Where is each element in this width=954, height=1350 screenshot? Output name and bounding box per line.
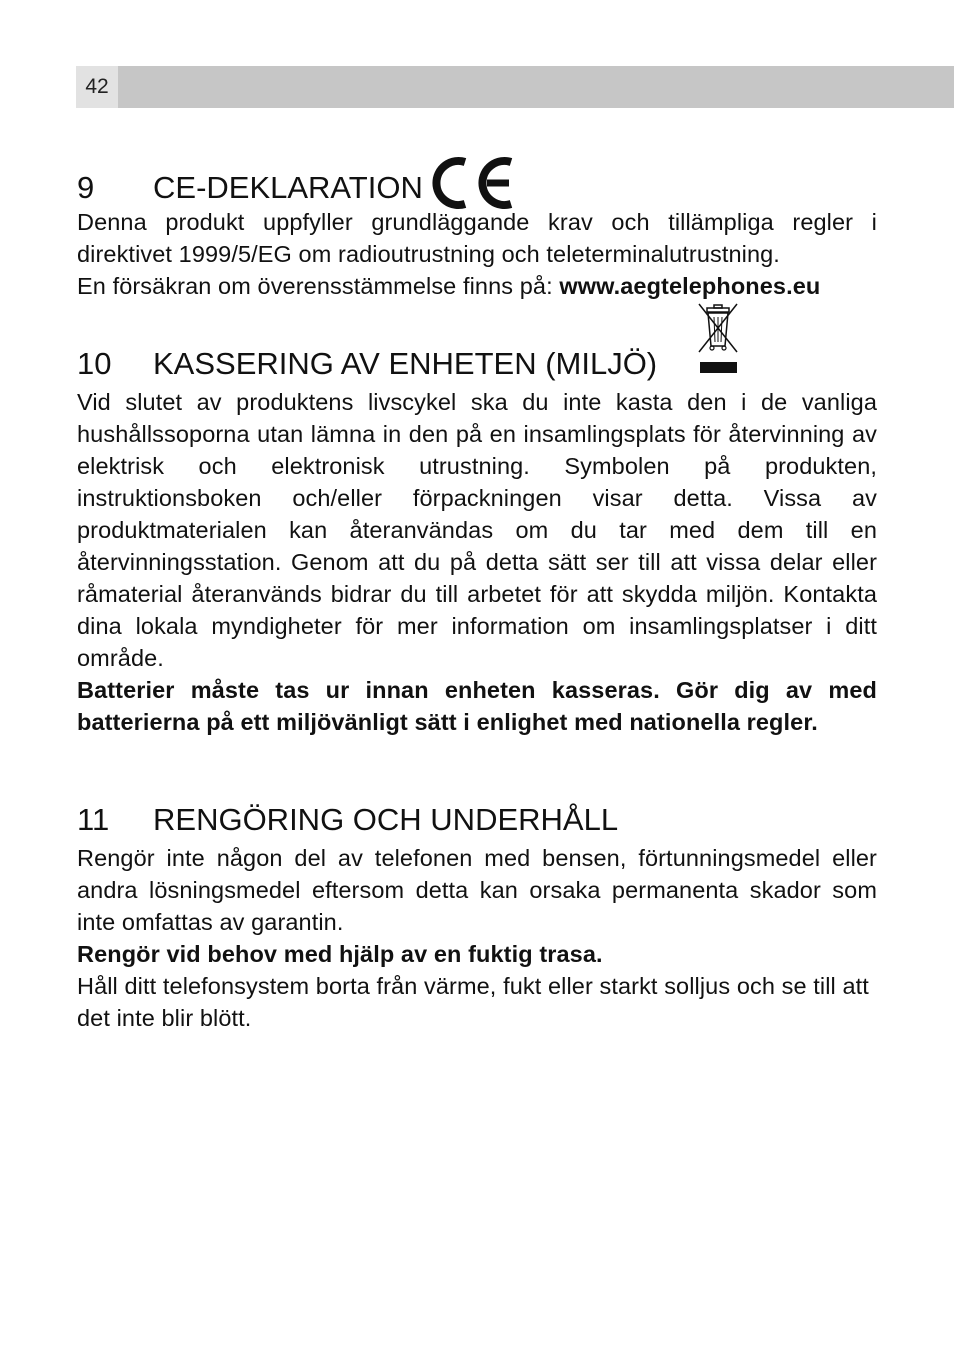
weee-crossed-bin-icon xyxy=(696,302,740,376)
paragraph: Rengör inte någon del av telefonen med bensen, förtunningsmedel eller andra lösningsmedel eftersom detta kan orsaka permanenta skador som inte omfattas av garantin. xyxy=(77,845,877,935)
page-number: 42 xyxy=(76,66,118,108)
ce-mark-icon xyxy=(431,154,515,212)
section-title: RENGÖRING OCH UNDERHÅLL xyxy=(153,802,619,837)
paragraph: Vid slutet av produktens livscykel ska du inte kasta den i de vanliga hushållssoporna utan lämna in den på en insamlingsplats för återvinning av elektrisk och elektronisk utrustning. Symbolen på produkten, instruktionsboken och/eller förpackningen visar detta. Vissa av produktmaterialen kan återanvändas om du tar med dem till en återvinningsstation. Genom att du på detta sätt ser till att vissa delar eller råmaterial återanvänds bidrar du till arbetet för att skydda miljön. Kontakta dina lokala myndigheter för mer information om insamlingsplatser i ditt område. xyxy=(77,389,877,671)
paragraph-declaration xyxy=(77,270,877,302)
paragraph-bold: Batterier måste tas ur innan enheten kasseras. Gör dig av med batterierna på ett miljövänligt sätt i enlighet med nationella regler. xyxy=(77,677,877,735)
section-title: CE-DEKLARATION xyxy=(153,170,423,205)
section-cleaning xyxy=(77,802,877,1034)
website-link[interactable]: www.aegtelephones.eu xyxy=(559,273,821,299)
section-title: KASSERING AV ENHETEN (MILJÖ) xyxy=(153,346,658,381)
section-number: 10 xyxy=(77,346,112,381)
section-heading xyxy=(77,802,877,838)
paragraph-bold: Rengör vid behov med hjälp av en fuktig trasa. xyxy=(77,941,603,967)
page-header-bar xyxy=(76,66,954,108)
paragraph: Håll ditt telefonsystem borta från värme, fukt eller starkt solljus och se till att det inte blir blött. xyxy=(77,973,869,1031)
paragraph: Denna produkt uppfyller grundläggande krav och tillämpliga regler i direktivet 1999/5/EG om radioutrustning och teleterminalutrustning. xyxy=(77,209,877,267)
section-disposal xyxy=(77,346,877,738)
section-number: 9 xyxy=(77,170,95,205)
section-heading xyxy=(77,154,877,206)
section-number: 11 xyxy=(77,802,110,837)
section-ce-declaration xyxy=(77,154,877,302)
declaration-text: En försäkran om överensstämmelse finns på: xyxy=(77,273,560,299)
section-heading xyxy=(77,346,877,382)
